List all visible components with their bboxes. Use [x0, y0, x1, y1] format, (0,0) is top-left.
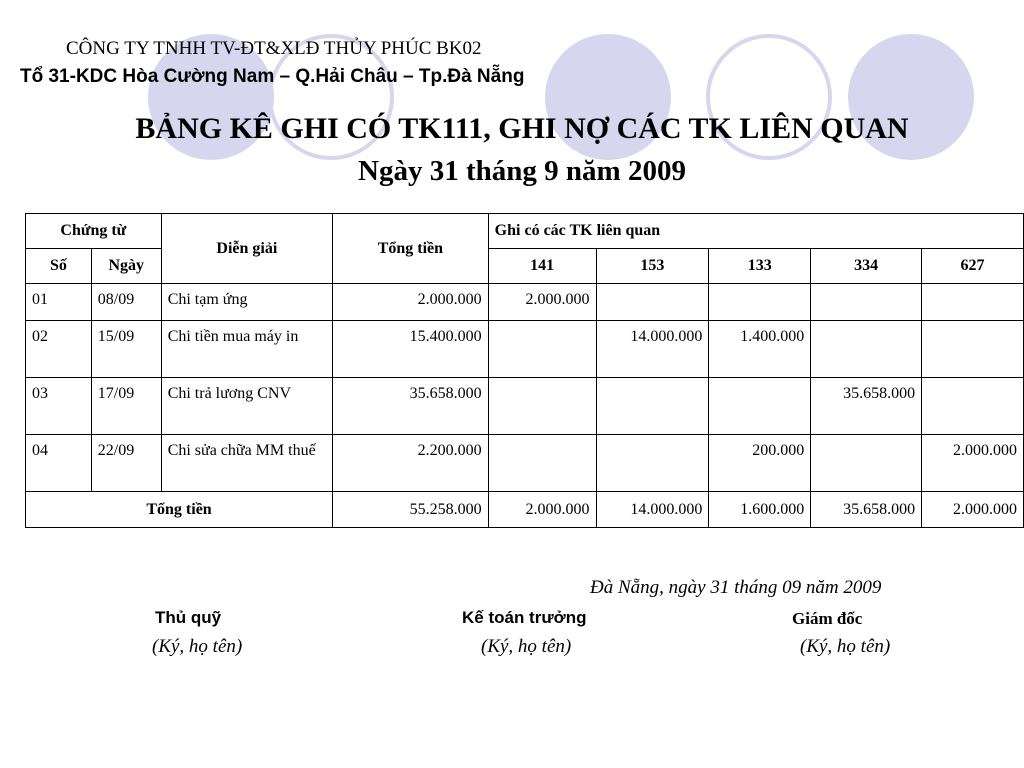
cell-date: 22/09	[91, 435, 161, 492]
cell-153	[596, 435, 709, 492]
totals-334: 35.658.000	[811, 492, 922, 528]
signature-role: Kế toán trưởng	[462, 608, 587, 627]
cell-627	[922, 284, 1024, 321]
cell-334	[811, 284, 922, 321]
header-account-133: 133	[709, 249, 811, 284]
totals-label: Tổng tiền	[26, 492, 333, 528]
table-row	[26, 435, 1024, 492]
cell-total: 2.000.000	[333, 284, 489, 321]
place-date: Đà Nẵng, ngày 31 tháng 09 năm 2009	[590, 577, 882, 598]
cell-627	[922, 321, 1024, 378]
document-title: BẢNG KÊ GHI CÓ TK111, GHI NỢ CÁC TK LIÊN QUAN	[135, 112, 909, 145]
signature-role: Thủ quỹ	[155, 608, 222, 627]
header-account-334: 334	[811, 249, 922, 284]
cell-141	[488, 321, 596, 378]
signature-director	[792, 609, 862, 629]
document-date: Ngày 31 tháng 9 năm 2009	[358, 155, 686, 187]
signature-note: (Ký, họ tên)	[152, 636, 243, 657]
header-account-627: 627	[922, 249, 1024, 284]
cell-description: Chi tiền mua máy in	[161, 321, 332, 378]
cell-133	[709, 284, 811, 321]
cell-no: 02	[26, 321, 92, 378]
header-voucher: Chứng từ	[26, 214, 162, 249]
cell-334: 35.658.000	[811, 378, 922, 435]
cell-141: 2.000.000	[488, 284, 596, 321]
header-date: Ngày	[91, 249, 161, 284]
ledger-table	[25, 213, 1024, 528]
cell-no: 04	[26, 435, 92, 492]
cell-627	[922, 378, 1024, 435]
totals-total: 55.258.000	[333, 492, 489, 528]
cell-description: Chi sửa chữa MM thuế	[161, 435, 332, 492]
totals-627: 2.000.000	[922, 492, 1024, 528]
cell-133: 1.400.000	[709, 321, 811, 378]
cell-date: 08/09	[91, 284, 161, 321]
signature-role: Giám đốc	[792, 609, 863, 628]
cell-334	[811, 435, 922, 492]
company-name: CÔNG TY TNHH TV-ĐT&XLĐ THỦY PHÚC BK02	[66, 38, 482, 59]
cell-133	[709, 378, 811, 435]
header-row-1	[26, 214, 1024, 249]
cell-date: 17/09	[91, 378, 161, 435]
totals-153: 14.000.000	[596, 492, 709, 528]
signature-director-note	[800, 636, 890, 658]
header-account-141: 141	[488, 249, 596, 284]
table-row	[26, 321, 1024, 378]
cell-153	[596, 378, 709, 435]
cell-no: 03	[26, 378, 92, 435]
cell-description: Chi trả lương CNV	[161, 378, 332, 435]
cell-description: Chi tạm ứng	[161, 284, 332, 321]
header-account-153: 153	[596, 249, 709, 284]
signature-note: (Ký, họ tên)	[800, 636, 891, 657]
header-no: Số	[26, 249, 92, 284]
table-row	[26, 284, 1024, 321]
cell-141	[488, 435, 596, 492]
table-row	[26, 378, 1024, 435]
signature-cashier-note	[152, 636, 242, 658]
header-total: Tổng tiền	[333, 214, 489, 284]
header-credit-group: Ghi có các TK liên quan	[488, 214, 1023, 249]
cell-date: 15/09	[91, 321, 161, 378]
cell-total: 2.200.000	[333, 435, 489, 492]
cell-153	[596, 284, 709, 321]
totals-141: 2.000.000	[488, 492, 596, 528]
signature-chief-accountant-note	[481, 636, 571, 658]
totals-133: 1.600.000	[709, 492, 811, 528]
totals-row	[26, 492, 1024, 528]
company-address: Tổ 31-KDC Hòa Cường Nam – Q.Hải Châu – Tp.Đà Nẵng	[20, 66, 525, 87]
cell-total: 35.658.000	[333, 378, 489, 435]
cell-627: 2.000.000	[922, 435, 1024, 492]
cell-133: 200.000	[709, 435, 811, 492]
signature-note: (Ký, họ tên)	[481, 636, 572, 657]
signature-cashier	[155, 608, 221, 628]
signature-chief-accountant	[462, 608, 587, 628]
cell-153: 14.000.000	[596, 321, 709, 378]
cell-334	[811, 321, 922, 378]
cell-141	[488, 378, 596, 435]
cell-total: 15.400.000	[333, 321, 489, 378]
cell-no: 01	[26, 284, 92, 321]
header-description: Diễn giải	[161, 214, 332, 284]
